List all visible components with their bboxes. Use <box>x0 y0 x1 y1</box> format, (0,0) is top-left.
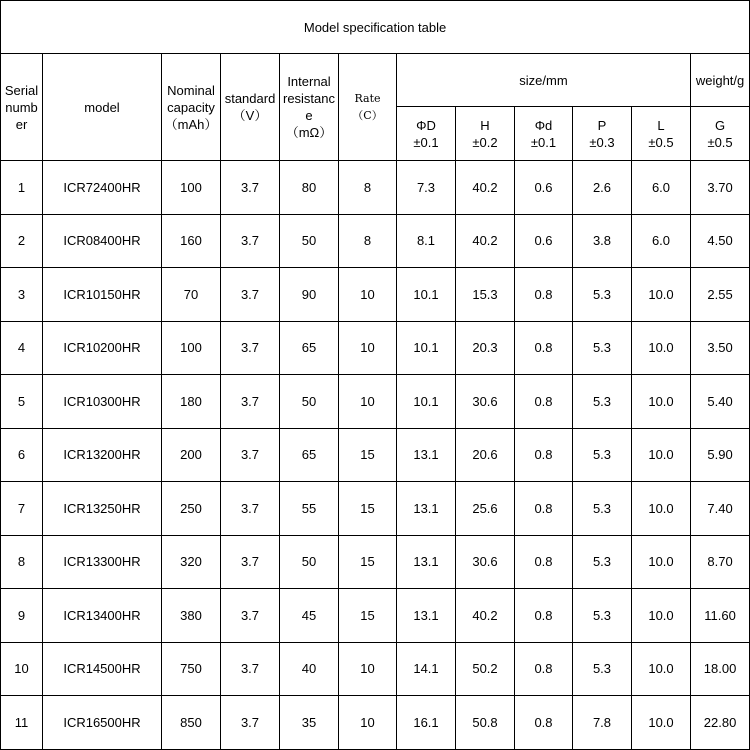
cell-diameter: 10.1 <box>397 321 456 375</box>
cell-model: ICR13300HR <box>43 535 162 589</box>
cell-pitch: 5.3 <box>573 535 632 589</box>
cell-resistance: 40 <box>280 642 339 696</box>
cell-model: ICR10300HR <box>43 375 162 429</box>
cell-capacity: 70 <box>162 268 221 322</box>
cell-resistance: 65 <box>280 321 339 375</box>
cell-standard: 3.7 <box>221 589 280 643</box>
cell-capacity: 380 <box>162 589 221 643</box>
subheader-pitch: P ±0.3 <box>573 107 632 161</box>
cell-model: ICR13400HR <box>43 589 162 643</box>
cell-pitch: 5.3 <box>573 589 632 643</box>
cell-diameter: 13.1 <box>397 428 456 482</box>
header-model: model <box>43 54 162 161</box>
cell-capacity: 850 <box>162 696 221 750</box>
cell-pin-diameter: 0.8 <box>515 696 573 750</box>
table-row <box>1 375 750 429</box>
cell-standard: 3.7 <box>221 321 280 375</box>
cell-pitch: 3.8 <box>573 214 632 268</box>
cell-height: 30.6 <box>456 375 515 429</box>
cell-height: 25.6 <box>456 482 515 536</box>
cell-rate: 15 <box>339 589 397 643</box>
cell-standard: 3.7 <box>221 268 280 322</box>
cell-standard: 3.7 <box>221 375 280 429</box>
header-capacity: Nominal capacity （mAh） <box>162 54 221 161</box>
header-weight: weight/g <box>691 54 750 107</box>
cell-diameter: 13.1 <box>397 482 456 536</box>
cell-resistance: 90 <box>280 268 339 322</box>
header-serial: Serial numb er <box>1 54 43 161</box>
cell-resistance: 35 <box>280 696 339 750</box>
cell-serial: 2 <box>1 214 43 268</box>
cell-height: 15.3 <box>456 268 515 322</box>
cell-serial: 5 <box>1 375 43 429</box>
cell-pitch: 5.3 <box>573 375 632 429</box>
cell-standard: 3.7 <box>221 642 280 696</box>
cell-weight: 11.60 <box>691 589 750 643</box>
cell-height: 20.6 <box>456 428 515 482</box>
cell-model: ICR16500HR <box>43 696 162 750</box>
subheader-pin-diameter: Φd ±0.1 <box>515 107 573 161</box>
cell-height: 40.2 <box>456 589 515 643</box>
cell-pin-diameter: 0.8 <box>515 428 573 482</box>
cell-lead-length: 10.0 <box>632 268 691 322</box>
cell-serial: 6 <box>1 428 43 482</box>
cell-weight: 2.55 <box>691 268 750 322</box>
table-row <box>1 428 750 482</box>
subheader-lead-length: L ±0.5 <box>632 107 691 161</box>
cell-model: ICR10200HR <box>43 321 162 375</box>
cell-pitch: 2.6 <box>573 161 632 215</box>
cell-rate: 10 <box>339 375 397 429</box>
cell-rate: 15 <box>339 535 397 589</box>
cell-serial: 4 <box>1 321 43 375</box>
cell-height: 40.2 <box>456 214 515 268</box>
cell-diameter: 14.1 <box>397 642 456 696</box>
cell-capacity: 100 <box>162 321 221 375</box>
cell-lead-length: 10.0 <box>632 535 691 589</box>
table-row <box>1 535 750 589</box>
cell-rate: 10 <box>339 642 397 696</box>
cell-pitch: 5.3 <box>573 642 632 696</box>
cell-rate: 15 <box>339 482 397 536</box>
cell-weight: 7.40 <box>691 482 750 536</box>
cell-height: 40.2 <box>456 161 515 215</box>
table-row <box>1 589 750 643</box>
cell-rate: 10 <box>339 321 397 375</box>
cell-weight: 5.90 <box>691 428 750 482</box>
cell-resistance: 55 <box>280 482 339 536</box>
cell-capacity: 320 <box>162 535 221 589</box>
cell-lead-length: 10.0 <box>632 696 691 750</box>
cell-weight: 5.40 <box>691 375 750 429</box>
cell-diameter: 10.1 <box>397 375 456 429</box>
cell-pitch: 5.3 <box>573 428 632 482</box>
cell-pin-diameter: 0.6 <box>515 214 573 268</box>
cell-resistance: 50 <box>280 375 339 429</box>
cell-pin-diameter: 0.8 <box>515 535 573 589</box>
cell-weight: 4.50 <box>691 214 750 268</box>
cell-lead-length: 10.0 <box>632 321 691 375</box>
cell-height: 50.2 <box>456 642 515 696</box>
cell-model: ICR72400HR <box>43 161 162 215</box>
cell-serial: 8 <box>1 535 43 589</box>
table-title: Model specification table <box>1 1 750 54</box>
header-standard: standard （V） <box>221 54 280 161</box>
cell-serial: 11 <box>1 696 43 750</box>
cell-pin-diameter: 0.8 <box>515 375 573 429</box>
cell-lead-length: 10.0 <box>632 589 691 643</box>
cell-capacity: 160 <box>162 214 221 268</box>
cell-lead-length: 6.0 <box>632 214 691 268</box>
cell-lead-length: 10.0 <box>632 482 691 536</box>
cell-rate: 10 <box>339 268 397 322</box>
cell-capacity: 750 <box>162 642 221 696</box>
cell-height: 20.3 <box>456 321 515 375</box>
subheader-weight-g: G ±0.5 <box>691 107 750 161</box>
cell-lead-length: 10.0 <box>632 642 691 696</box>
cell-diameter: 13.1 <box>397 589 456 643</box>
cell-pin-diameter: 0.8 <box>515 589 573 643</box>
cell-diameter: 16.1 <box>397 696 456 750</box>
subheader-height: H ±0.2 <box>456 107 515 161</box>
cell-pin-diameter: 0.8 <box>515 482 573 536</box>
cell-pin-diameter: 0.8 <box>515 642 573 696</box>
cell-rate: 8 <box>339 214 397 268</box>
cell-pitch: 5.3 <box>573 268 632 322</box>
table-row <box>1 482 750 536</box>
cell-serial: 7 <box>1 482 43 536</box>
cell-standard: 3.7 <box>221 535 280 589</box>
table-row <box>1 696 750 750</box>
cell-model: ICR14500HR <box>43 642 162 696</box>
header-size: size/mm <box>397 54 691 107</box>
cell-pin-diameter: 0.8 <box>515 268 573 322</box>
cell-pitch: 5.3 <box>573 482 632 536</box>
cell-weight: 3.70 <box>691 161 750 215</box>
cell-model: ICR13200HR <box>43 428 162 482</box>
cell-standard: 3.7 <box>221 482 280 536</box>
cell-serial: 10 <box>1 642 43 696</box>
cell-height: 50.8 <box>456 696 515 750</box>
table-row <box>1 161 750 215</box>
cell-lead-length: 6.0 <box>632 161 691 215</box>
table-row <box>1 214 750 268</box>
cell-diameter: 10.1 <box>397 268 456 322</box>
header-rate: Rate （C） <box>339 54 397 161</box>
cell-resistance: 50 <box>280 535 339 589</box>
cell-capacity: 180 <box>162 375 221 429</box>
cell-model: ICR10150HR <box>43 268 162 322</box>
cell-height: 30.6 <box>456 535 515 589</box>
cell-pitch: 7.8 <box>573 696 632 750</box>
cell-pitch: 5.3 <box>573 321 632 375</box>
cell-weight: 8.70 <box>691 535 750 589</box>
cell-resistance: 45 <box>280 589 339 643</box>
cell-serial: 9 <box>1 589 43 643</box>
cell-lead-length: 10.0 <box>632 375 691 429</box>
cell-lead-length: 10.0 <box>632 428 691 482</box>
cell-serial: 3 <box>1 268 43 322</box>
cell-diameter: 7.3 <box>397 161 456 215</box>
cell-rate: 15 <box>339 428 397 482</box>
cell-diameter: 13.1 <box>397 535 456 589</box>
cell-capacity: 200 <box>162 428 221 482</box>
cell-standard: 3.7 <box>221 214 280 268</box>
cell-resistance: 50 <box>280 214 339 268</box>
cell-model: ICR13250HR <box>43 482 162 536</box>
header-resistance: Internal resistanc e （mΩ） <box>280 54 339 161</box>
cell-resistance: 65 <box>280 428 339 482</box>
cell-capacity: 250 <box>162 482 221 536</box>
table-row <box>1 321 750 375</box>
cell-standard: 3.7 <box>221 696 280 750</box>
cell-rate: 10 <box>339 696 397 750</box>
cell-pin-diameter: 0.8 <box>515 321 573 375</box>
cell-pin-diameter: 0.6 <box>515 161 573 215</box>
cell-weight: 3.50 <box>691 321 750 375</box>
table-row <box>1 268 750 322</box>
subheader-diameter: ΦD ±0.1 <box>397 107 456 161</box>
cell-resistance: 80 <box>280 161 339 215</box>
cell-standard: 3.7 <box>221 428 280 482</box>
table-row <box>1 642 750 696</box>
cell-diameter: 8.1 <box>397 214 456 268</box>
cell-weight: 18.00 <box>691 642 750 696</box>
cell-model: ICR08400HR <box>43 214 162 268</box>
cell-rate: 8 <box>339 161 397 215</box>
cell-capacity: 100 <box>162 161 221 215</box>
cell-standard: 3.7 <box>221 161 280 215</box>
cell-weight: 22.80 <box>691 696 750 750</box>
cell-serial: 1 <box>1 161 43 215</box>
